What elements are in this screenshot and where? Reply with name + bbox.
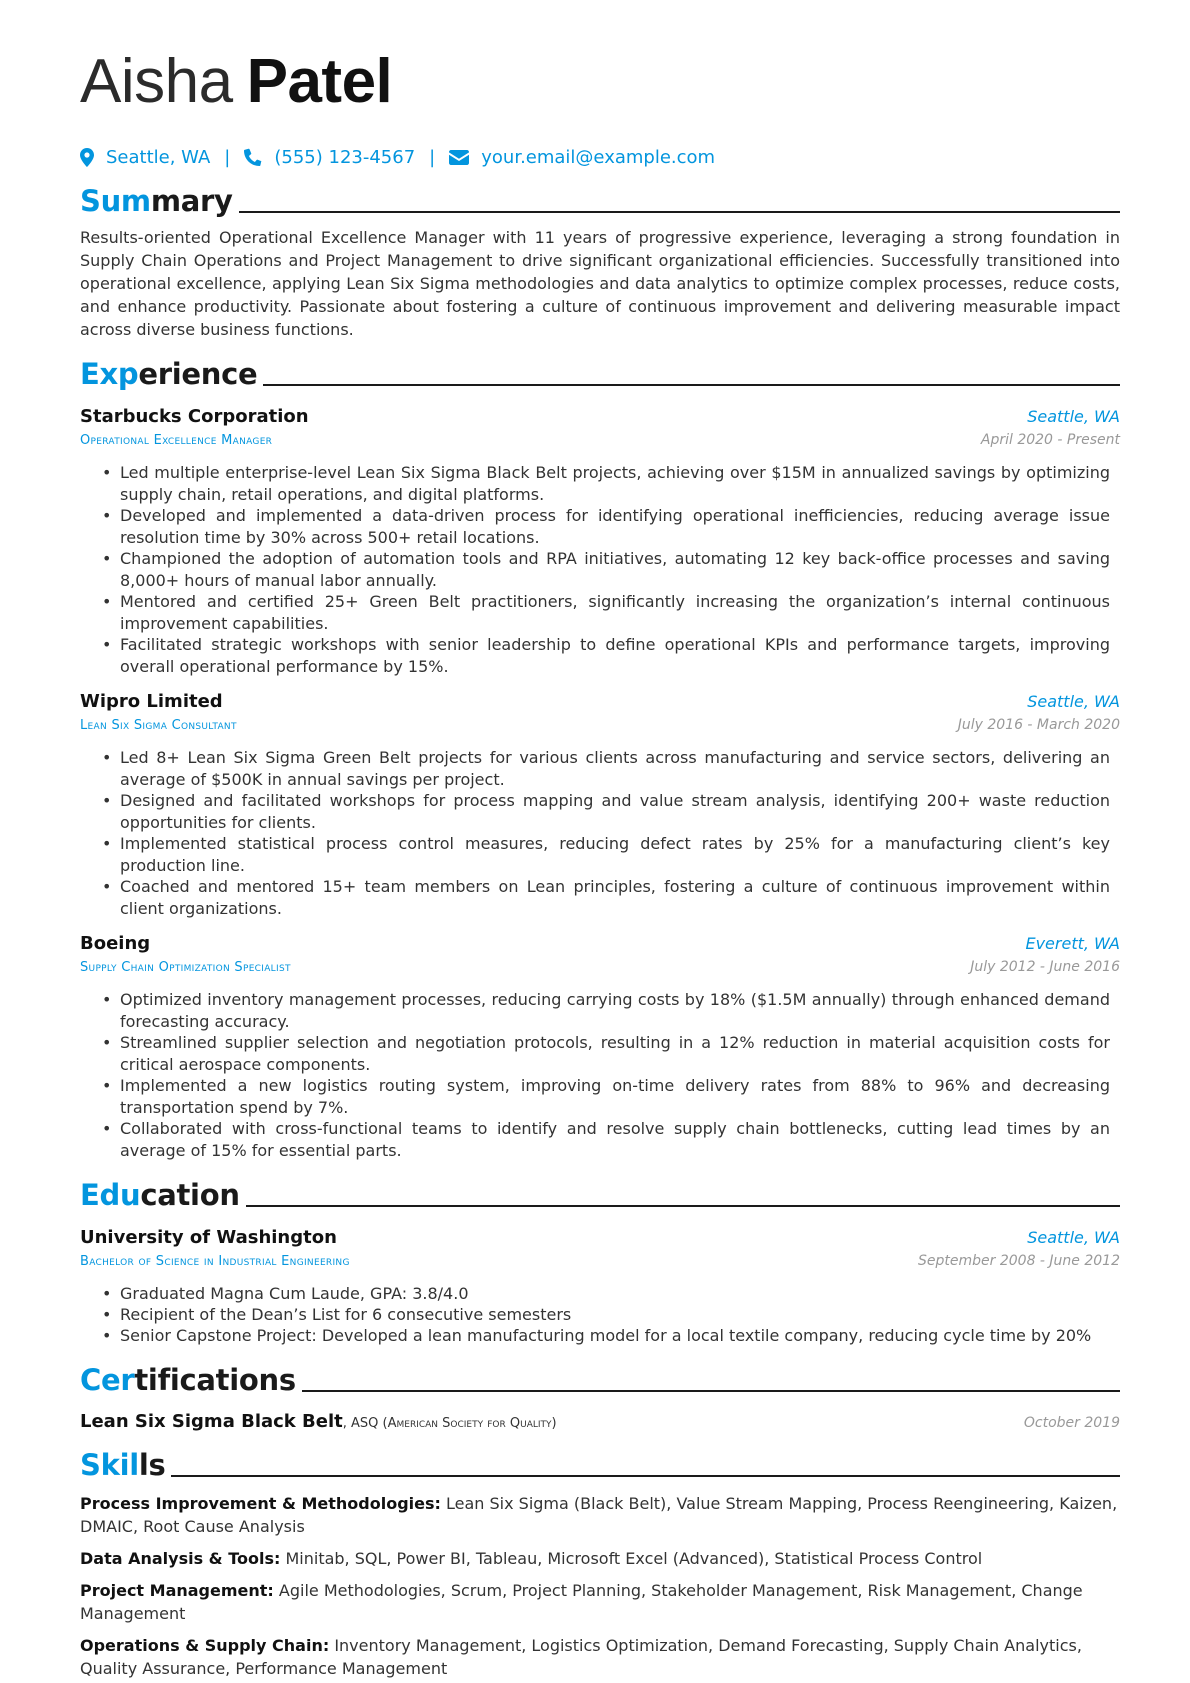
employer-name: Wipro Limited [80, 691, 223, 712]
skill-group [80, 1547, 1120, 1570]
skill-category: Project Management: [80, 1581, 274, 1600]
certifications-heading [80, 1361, 1120, 1399]
achievement-list [102, 989, 1120, 1162]
phone-icon [244, 148, 262, 166]
achievement-item: • Coached and mentored 15+ team members on Lean principles, fostering a culture of continuous improvement within client organizations. [102, 876, 1120, 920]
achievement-item: • Designed and facilitated workshops for process mapping and value stream analysis, identifying 200+ waste reduction opportunities for clients. [102, 790, 1120, 834]
job-location: Everett, WA [1025, 934, 1120, 953]
education-details [102, 1283, 1120, 1347]
job-title: Supply Chain Optimization Specialist [80, 960, 291, 975]
experience-entry [80, 405, 1120, 678]
section-title: Education [80, 1178, 240, 1212]
education-item: • Senior Capstone Project: Developed a lean manufacturing model for a local textile company, reducing cycle time by 20% [102, 1325, 1120, 1347]
experience-entry [80, 690, 1120, 920]
achievement-item: • Led multiple enterprise-level Lean Six Sigma Black Belt projects, achieving over $15M in annualized savings by optimizing supply chain, retail operations, and digital platforms. [102, 462, 1120, 506]
section-title: Skills [80, 1448, 166, 1482]
job-title: Lean Six Sigma Consultant [80, 718, 237, 733]
contact-separator: | [224, 146, 231, 168]
location-text: Seattle, WA [106, 146, 211, 168]
skill-values: Minitab, SQL, Power BI, Tableau, Microsoft Excel (Advanced), Statistical Process Control [280, 1549, 983, 1568]
education-entry [80, 1226, 1120, 1347]
skills-list [80, 1492, 1120, 1680]
achievement-list [102, 747, 1120, 920]
job-dates: July 2016 - March 2020 [957, 717, 1120, 733]
employer-name: Boeing [80, 933, 151, 954]
education-item: • Graduated Magna Cum Laude, GPA: 3.8/4.0 [102, 1283, 1120, 1305]
employer-name: Starbucks Corporation [80, 406, 309, 427]
experience-entry [80, 932, 1120, 1162]
achievement-item: • Optimized inventory management processes, reducing carrying costs by 18% ($1.5M annually) through enhanced demand forecasting accuracy. [102, 989, 1120, 1033]
school-name: University of Washington [80, 1227, 337, 1248]
last-name: Patel [246, 47, 393, 116]
section-rule [302, 1390, 1120, 1392]
section-rule [263, 384, 1120, 386]
job-title: Operational Excellence Manager [80, 433, 273, 448]
contact-email[interactable] [449, 147, 715, 168]
certification-date: October 2019 [1023, 1415, 1120, 1431]
achievement-item: • Implemented statistical process control measures, reducing defect rates by 25% for a manufacturing client’s key production line. [102, 833, 1120, 877]
achievement-item: • Led 8+ Lean Six Sigma Green Belt projects for various clients across manufacturing and service sectors, delivering an average of $500K in annual savings per project. [102, 747, 1120, 791]
skill-group [80, 1579, 1120, 1625]
certification-entry [80, 1411, 1120, 1432]
skills-heading [80, 1446, 1120, 1484]
job-location: Seattle, WA [1027, 407, 1120, 426]
certification-name: Lean Six Sigma Black Belt [80, 1411, 343, 1432]
first-name: Aisha [80, 47, 233, 116]
map-marker-icon [80, 148, 94, 167]
skill-group [80, 1492, 1120, 1538]
skill-category: Process Improvement & Methodologies: [80, 1494, 441, 1513]
section-title: Certifications [80, 1363, 296, 1397]
job-location: Seattle, WA [1027, 692, 1120, 711]
degree: Bachelor of Science in Industrial Engineering [80, 1254, 350, 1269]
achievement-item: • Facilitated strategic workshops with senior leadership to define operational KPIs and performance targets, improving overall operational performance by 15%. [102, 634, 1120, 678]
achievement-item: • Championed the adoption of automation tools and RPA initiatives, automating 12 key back-office processes and saving 8,000+ hours of manual labor annually. [102, 548, 1120, 592]
section-rule [171, 1475, 1120, 1477]
section-title: Experience [80, 357, 258, 391]
education-heading [80, 1176, 1120, 1214]
education-dates: September 2008 - June 2012 [918, 1253, 1120, 1269]
achievement-list [102, 462, 1120, 678]
job-dates: July 2012 - June 2016 [970, 959, 1120, 975]
achievement-item: • Streamlined supplier selection and negotiation protocols, resulting in a 12% reduction in material acquisition costs for critical aerospace components. [102, 1032, 1120, 1076]
achievement-item: • Implemented a new logistics routing system, improving on-time delivery rates from 88% to 96% and decreasing transportation spend by 7%. [102, 1075, 1120, 1119]
achievement-item: • Developed and implemented a data-driven process for identifying operational inefficiencies, reducing average issue resolution time by 30% across 500+ retail locations. [102, 505, 1120, 549]
job-dates: April 2020 - Present [980, 432, 1120, 448]
phone-text: (555) 123-4567 [274, 146, 416, 168]
skill-group [80, 1634, 1120, 1680]
contact-location [80, 147, 210, 168]
skill-values: Lean Six Sigma (Black Belt), Value Stream Mapping, Process Reengineering, Kaizen, DMAIC, Root Cause Analysis [80, 1494, 1118, 1536]
school-location: Seattle, WA [1027, 1228, 1120, 1247]
contact-separator: | [429, 146, 436, 168]
achievement-item: • Collaborated with cross-functional teams to identify and resolve supply chain bottlenecks, cutting lead times by an average of 15% for essential parts. [102, 1118, 1120, 1162]
skill-category: Data Analysis & Tools: [80, 1549, 281, 1568]
skill-category: Operations & Supply Chain: [80, 1636, 330, 1655]
candidate-name [80, 40, 1120, 124]
contact-phone[interactable] [244, 147, 415, 168]
section-title: Summary [80, 184, 233, 218]
achievement-item: • Mentored and certified 25+ Green Belt practitioners, significantly increasing the organization’s internal continuous improvement capabilities. [102, 591, 1120, 635]
experience-heading [80, 355, 1120, 393]
resume-page [80, 40, 1120, 1680]
section-rule [239, 211, 1120, 213]
summary-heading [80, 182, 1120, 220]
skill-values: Inventory Management, Logistics Optimization, Demand Forecasting, Supply Chain Analytics, Quality Assurance, Performance Management [80, 1636, 1082, 1678]
email-link: your.email@example.com [481, 146, 716, 168]
certification-issuer: , ASQ (American Society for Quality) [342, 1416, 557, 1431]
envelope-icon [449, 150, 469, 165]
summary-text: Results-oriented Operational Excellence Manager with 11 years of progressive experience, leveraging a strong foundation in Supply Chain Operations and Project Management to drive significant organizational efficiencies. Successfully transitioned into operational excellence, applying Lean Six Sigma methodologies and data analytics to optimize complex processes, reduce costs, and enhance productivity. Passionate about fostering a culture of continuous improvement and delivering measurable impact across diverse business functions. [80, 228, 1120, 339]
skill-values: Agile Methodologies, Scrum, Project Planning, Stakeholder Management, Risk Management, Change Management [80, 1581, 1083, 1623]
contact-bar [80, 142, 1120, 172]
section-rule [246, 1205, 1120, 1207]
education-item: • Recipient of the Dean’s List for 6 consecutive semesters [102, 1304, 1120, 1326]
